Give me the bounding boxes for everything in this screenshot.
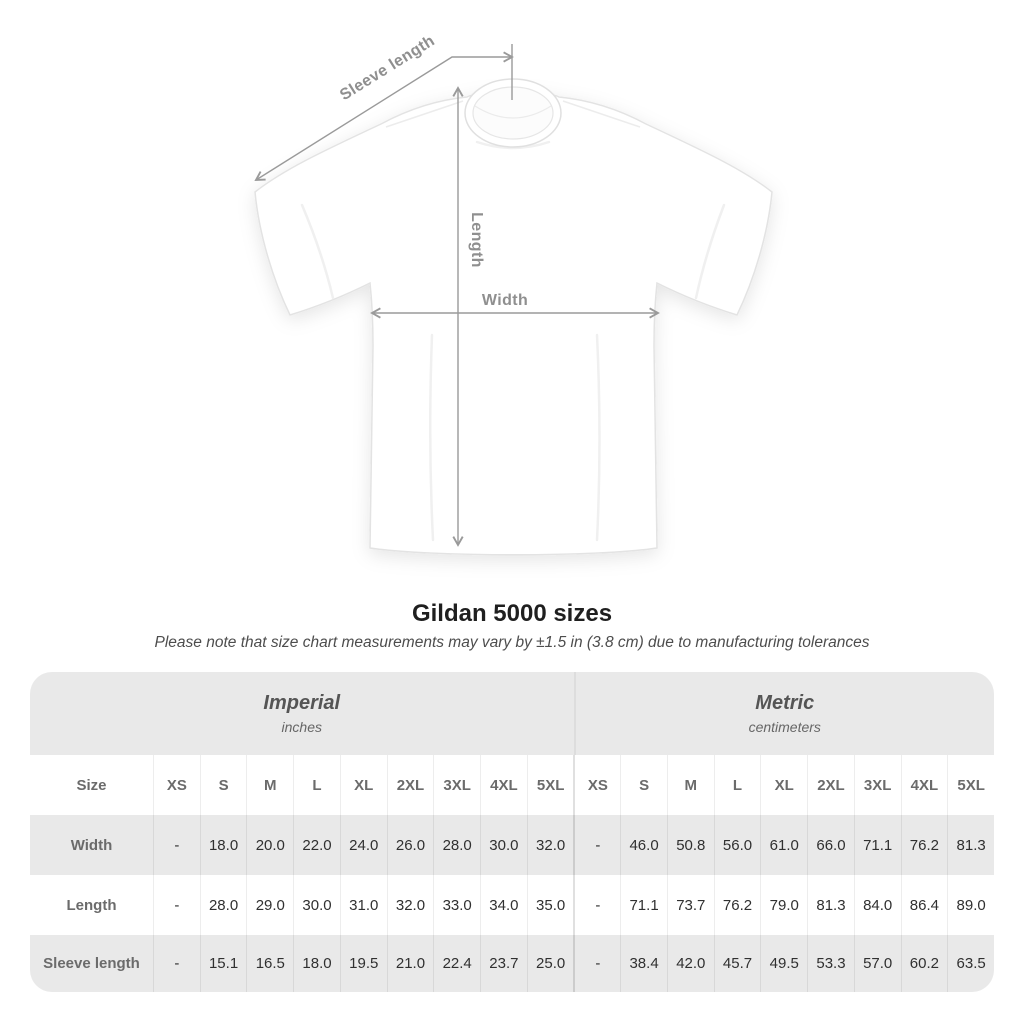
page-subtitle: Please note that size chart measurements may vary by ±1.5 in (3.8 cm) due to manufacturing tolerances [154, 634, 870, 651]
table-cell: 32.0 [527, 815, 574, 875]
table-cell: 16.5 [246, 935, 293, 992]
row-label-width: Width [70, 836, 113, 854]
table-cell: 22.0 [293, 815, 340, 875]
table-cell: 30.0 [480, 815, 527, 875]
table-cell: 56.0 [714, 815, 761, 875]
size-column-header: Size [76, 776, 107, 794]
imperial-section-header [30, 672, 574, 755]
table-cell: 49.5 [760, 935, 807, 992]
imperial-size-m: M [246, 755, 293, 815]
metric-size-xs: XS [573, 755, 620, 815]
table-cell: 24.0 [340, 815, 387, 875]
table-cell: - [573, 875, 620, 935]
table-cell: 66.0 [807, 815, 854, 875]
table-cell: - [573, 815, 620, 875]
length-label: Length [468, 212, 485, 268]
table-cell: 23.7 [480, 935, 527, 992]
table-row-width [30, 815, 994, 875]
units-header-row [30, 672, 994, 755]
table-cell: 18.0 [200, 815, 247, 875]
size-chart-table [30, 672, 994, 992]
page-title: Gildan 5000 sizes [411, 600, 613, 627]
imperial-label: Imperial [263, 692, 341, 714]
table-cell: 38.4 [620, 935, 667, 992]
metric-size-2xl: 2XL [807, 755, 854, 815]
sleeve-length-label: Sleeve length [337, 32, 439, 105]
imperial-size-xl: XL [340, 755, 387, 815]
metric-size-s: S [620, 755, 667, 815]
table-cell: 81.3 [807, 875, 854, 935]
table-cell: 84.0 [854, 875, 901, 935]
table-cell: 18.0 [293, 935, 340, 992]
table-cell: 34.0 [480, 875, 527, 935]
metric-size-3xl: 3XL [854, 755, 901, 815]
table-cell: - [153, 875, 200, 935]
imperial-size-s: S [200, 755, 247, 815]
table-cell: 33.0 [433, 875, 480, 935]
table-cell: 63.5 [947, 935, 994, 992]
metric-size-4xl: 4XL [901, 755, 948, 815]
imperial-size-l: L [293, 755, 340, 815]
table-cell: 28.0 [433, 815, 480, 875]
table-cell: 32.0 [387, 875, 434, 935]
table-cell: 73.7 [667, 875, 714, 935]
imperial-size-xs: XS [153, 755, 200, 815]
metric-size-l: L [714, 755, 761, 815]
metric-section-header [574, 672, 995, 755]
size-header-row [30, 755, 994, 815]
table-cell: 26.0 [387, 815, 434, 875]
table-cell: 35.0 [527, 875, 574, 935]
table-cell: - [153, 815, 200, 875]
table-cell: 81.3 [947, 815, 994, 875]
metric-size-5xl: 5XL [947, 755, 994, 815]
imperial-unit: inches [281, 719, 322, 735]
table-cell: 79.0 [760, 875, 807, 935]
table-cell: 61.0 [760, 815, 807, 875]
table-cell: 25.0 [527, 935, 574, 992]
imperial-size-4xl: 4XL [480, 755, 527, 815]
table-cell: 28.0 [200, 875, 247, 935]
table-cell: 60.2 [901, 935, 948, 992]
table-cell: 89.0 [947, 875, 994, 935]
imperial-size-2xl: 2XL [387, 755, 434, 815]
table-cell: 19.5 [340, 935, 387, 992]
row-label-sleeve-length: Sleeve length [43, 955, 140, 972]
table-row-sleeve-length [30, 935, 994, 992]
row-label-length: Length [66, 896, 117, 914]
table-cell: 57.0 [854, 935, 901, 992]
table-cell: 50.8 [667, 815, 714, 875]
metric-size-m: M [667, 755, 714, 815]
collar [465, 79, 561, 147]
table-cell: 71.1 [620, 875, 667, 935]
table-cell: 53.3 [807, 935, 854, 992]
table-cell: 22.4 [433, 935, 480, 992]
table-cell: 42.0 [667, 935, 714, 992]
table-cell: 46.0 [620, 815, 667, 875]
width-label: Width [481, 292, 529, 309]
table-cell: 45.7 [714, 935, 761, 992]
metric-label: Metric [755, 692, 815, 714]
metric-size-xl: XL [760, 755, 807, 815]
imperial-size-3xl: 3XL [433, 755, 480, 815]
table-cell: 15.1 [200, 935, 247, 992]
table-cell: 31.0 [340, 875, 387, 935]
table-cell: 21.0 [387, 935, 434, 992]
table-cell: - [153, 935, 200, 992]
metric-unit: centimeters [748, 719, 821, 735]
table-cell: 71.1 [854, 815, 901, 875]
table-cell: 86.4 [901, 875, 948, 935]
table-cell: 29.0 [246, 875, 293, 935]
table-row-length [30, 875, 994, 935]
table-cell: 76.2 [714, 875, 761, 935]
table-cell: 30.0 [293, 875, 340, 935]
imperial-size-5xl: 5XL [527, 755, 574, 815]
table-cell: - [573, 935, 620, 992]
table-cell: 20.0 [246, 815, 293, 875]
tshirt-illustration [255, 79, 772, 555]
table-cell: 76.2 [901, 815, 948, 875]
